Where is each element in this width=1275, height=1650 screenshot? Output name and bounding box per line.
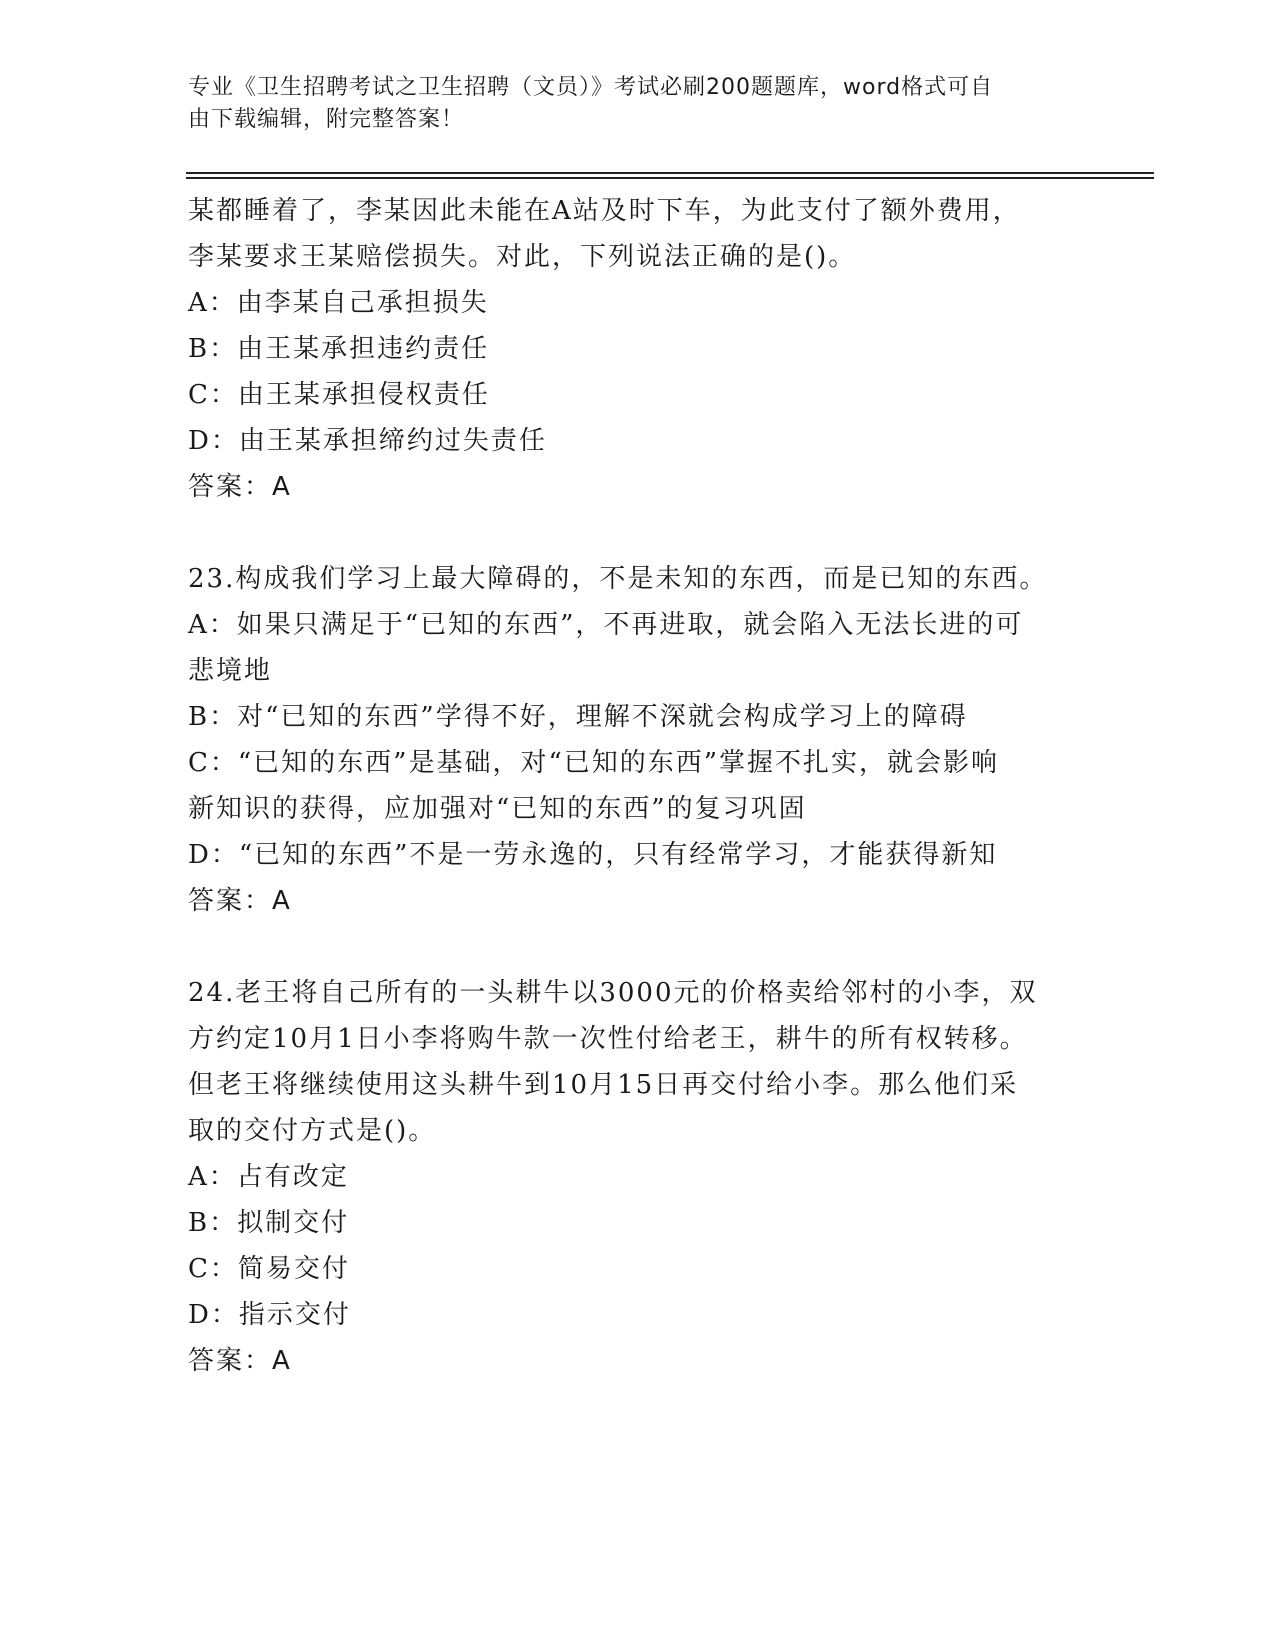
- answer: 答案：A: [188, 886, 292, 916]
- option-a: A：由李某自己承担损失: [188, 288, 489, 318]
- question-24: [188, 970, 1088, 1384]
- header-line: 由下载编辑，附完整答案！: [188, 107, 465, 132]
- option-c-cont: 新知识的获得，应加强对“已知的东西”的复习巩固: [188, 794, 807, 824]
- answer: 答案：A: [188, 472, 292, 502]
- question-text: 但老王将继续使用这头耕牛到10月15日再交付给小李。那么他们采: [188, 1070, 1019, 1100]
- option-a-cont: 悲境地: [188, 656, 273, 686]
- answer: 答案：A: [188, 1346, 292, 1376]
- question-23: [188, 556, 1088, 924]
- option-a: A：如果只满足于“已知的东西”，不再进取，就会陷入无法长进的可: [188, 610, 1024, 640]
- option-b: B：由王某承担违约责任: [188, 334, 490, 364]
- question-text: 李某要求王某赔偿损失。对此，下列说法正确的是()。: [188, 242, 857, 272]
- option-a: A：占有改定: [188, 1162, 349, 1192]
- option-b: B：拟制交付: [188, 1208, 350, 1238]
- option-c: C：简易交付: [188, 1254, 350, 1284]
- option-c: C：由王某承担侵权责任: [188, 380, 490, 410]
- option-b: B：对“已知的东西”学得不好，理解不深就会构成学习上的障碍: [188, 702, 968, 732]
- question-list: [188, 188, 1088, 1384]
- header-divider: [186, 177, 1154, 179]
- question-22: [188, 188, 1088, 510]
- question-text: 方约定10月1日小李将购牛款一次性付给老王，耕牛的所有权转移。: [188, 1024, 1028, 1054]
- header-line: 专业《卫生招聘考试之卫生招聘（文员）》考试必刷200题题库，word格式可自: [188, 75, 994, 100]
- question-text: 24.老王将自己所有的一头耕牛以3000元的价格卖给邻村的小李，双: [188, 978, 1038, 1008]
- option-d: D：“已知的东西”不是一劳永逸的，只有经常学习，才能获得新知: [188, 840, 998, 870]
- option-c: C：“已知的东西”是基础，对“已知的东西”掌握不扎实，就会影响: [188, 748, 1000, 778]
- option-d: D：由王某承担缔约过失责任: [188, 426, 547, 456]
- question-text: 某都睡着了，李某因此未能在A站及时下车，为此支付了额外费用，: [188, 196, 1021, 226]
- question-text: 23.构成我们学习上最大障碍的，不是未知的东西，而是已知的东西。: [188, 564, 1048, 594]
- spacer: [188, 924, 1088, 970]
- header-divider: [186, 172, 1154, 174]
- document-header: [188, 72, 1088, 136]
- option-d: D：指示交付: [188, 1300, 351, 1330]
- question-text: 取的交付方式是()。: [188, 1116, 437, 1146]
- spacer: [188, 510, 1088, 556]
